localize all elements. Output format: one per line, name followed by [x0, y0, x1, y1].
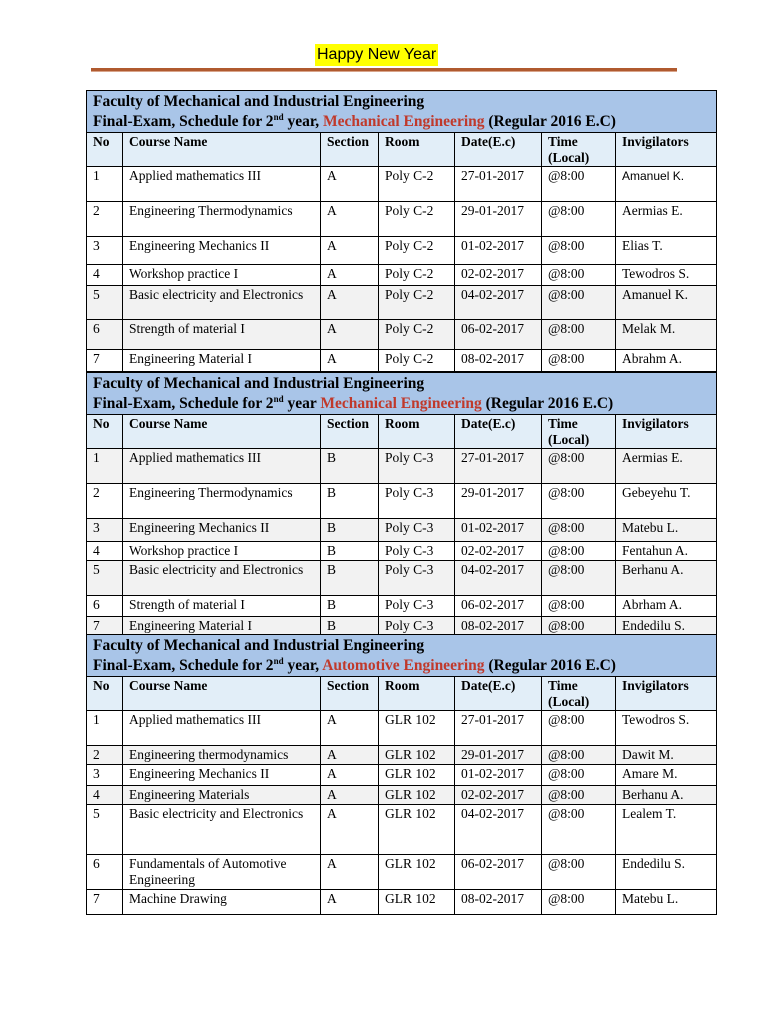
col-invigilators: Invigilators — [616, 677, 717, 711]
col-section: Section — [321, 133, 379, 167]
col-course: Course Name — [123, 133, 321, 167]
faculty-name: Faculty of Mechanical and Industrial Engineering — [93, 637, 425, 654]
table-row: 4 Workshop practice I B Poly C-3 02-02-2017 @8:00 Fentahun A. — [87, 542, 717, 561]
column-header-row — [87, 133, 717, 167]
col-section: Section — [321, 677, 379, 711]
table-row: 7 Machine Drawing A GLR 102 08-02-2017 @8:00 Matebu L. — [87, 890, 717, 915]
col-room: Room — [379, 677, 455, 711]
col-no: No — [87, 133, 123, 167]
col-invigilators: Invigilators — [616, 133, 717, 167]
col-no: No — [87, 415, 123, 449]
column-header-row — [87, 415, 717, 449]
col-invigilators: Invigilators — [616, 415, 717, 449]
col-time: Time (Local) — [542, 133, 616, 167]
table-row: 5 Basic electricity and Electronics A GLR 102 04-02-2017 @8:00 Lealem T. — [87, 805, 717, 855]
table-row: 6 Fundamentals of Automotive Engineering A GLR 102 06-02-2017 @8:00 Endedilu S. — [87, 855, 717, 890]
table-row: 4 Workshop practice I A Poly C-2 02-02-2017 @8:00 Tewodros S. — [87, 265, 717, 286]
exam-schedule-table — [86, 372, 717, 635]
col-date: Date(E.c) — [455, 415, 542, 449]
exam-schedule-table — [86, 90, 717, 372]
schedule-title: Final-Exam, Schedule for 2nd year, Automotive Engineering (Regular 2016 E.C) — [93, 656, 616, 674]
exam-schedule-table — [86, 634, 717, 915]
table-row: 7 Engineering Material I A Poly C-2 08-02-2017 @8:00 Abrahm A. — [87, 350, 717, 372]
table-title — [87, 373, 717, 415]
table-title-row — [87, 635, 717, 677]
department-name: Mechanical Engineering — [323, 113, 485, 130]
header-rule — [91, 68, 677, 71]
table-row: 3 Engineering Mechanics II A Poly C-2 01-02-2017 @8:00 Elias T. — [87, 237, 717, 265]
table-row: 2 Engineering Thermodynamics A Poly C-2 29-01-2017 @8:00 Aermias E. — [87, 202, 717, 237]
table-title-row — [87, 373, 717, 415]
table-row: 1 Applied mathematics III B Poly C-3 27-01-2017 @8:00 Aermias E. — [87, 449, 717, 484]
col-date: Date(E.c) — [455, 133, 542, 167]
col-no: No — [87, 677, 123, 711]
table-title-row — [87, 91, 717, 133]
table-row: 5 Basic electricity and Electronics B Poly C-3 04-02-2017 @8:00 Berhanu A. — [87, 561, 717, 596]
faculty-name: Faculty of Mechanical and Industrial Engineering — [93, 93, 425, 110]
table-row: 6 Strength of material I A Poly C-2 06-02-2017 @8:00 Melak M. — [87, 320, 717, 350]
column-header-row — [87, 677, 717, 711]
col-section: Section — [321, 415, 379, 449]
table-row: 3 Engineering Mechanics II A GLR 102 01-02-2017 @8:00 Amare M. — [87, 765, 717, 786]
table-title — [87, 91, 717, 133]
department-name: Mechanical Engineering — [320, 395, 482, 412]
table-row: 3 Engineering Mechanics II B Poly C-3 01-02-2017 @8:00 Matebu L. — [87, 519, 717, 542]
schedule-title: Final-Exam, Schedule for 2nd year, Mechanical Engineering (Regular 2016 E.C) — [93, 112, 616, 130]
schedule-title: Final-Exam, Schedule for 2nd year Mechanical Engineering (Regular 2016 E.C) — [93, 394, 614, 412]
table-row: 4 Engineering Materials A GLR 102 02-02-2017 @8:00 Berhanu A. — [87, 786, 717, 805]
faculty-name: Faculty of Mechanical and Industrial Engineering — [93, 375, 425, 392]
greeting-banner: Happy New Year — [315, 44, 438, 66]
col-time: Time (Local) — [542, 415, 616, 449]
table-row: 2 Engineering thermodynamics A GLR 102 29-01-2017 @8:00 Dawit M. — [87, 746, 717, 765]
col-course: Course Name — [123, 415, 321, 449]
col-date: Date(E.c) — [455, 677, 542, 711]
col-room: Room — [379, 133, 455, 167]
table-row: 2 Engineering Thermodynamics B Poly C-3 29-01-2017 @8:00 Gebeyehu T. — [87, 484, 717, 519]
table-row: 6 Strength of material I B Poly C-3 06-02-2017 @8:00 Abrham A. — [87, 596, 717, 617]
table-row: 5 Basic electricity and Electronics A Poly C-2 04-02-2017 @8:00 Amanuel K. — [87, 286, 717, 320]
table-row: 1 Applied mathematics III A Poly C-2 27-01-2017 @8:00 Amanuel K. — [87, 167, 717, 202]
department-name: Automotive Engineering — [322, 657, 485, 674]
table-row: 7 Engineering Material I B Poly C-3 08-02-2017 @8:00 Endedilu S. — [87, 617, 717, 635]
col-time: Time (Local) — [542, 677, 616, 711]
col-room: Room — [379, 415, 455, 449]
col-course: Course Name — [123, 677, 321, 711]
table-title — [87, 635, 717, 677]
table-row: 1 Applied mathematics III A GLR 102 27-01-2017 @8:00 Tewodros S. — [87, 711, 717, 746]
